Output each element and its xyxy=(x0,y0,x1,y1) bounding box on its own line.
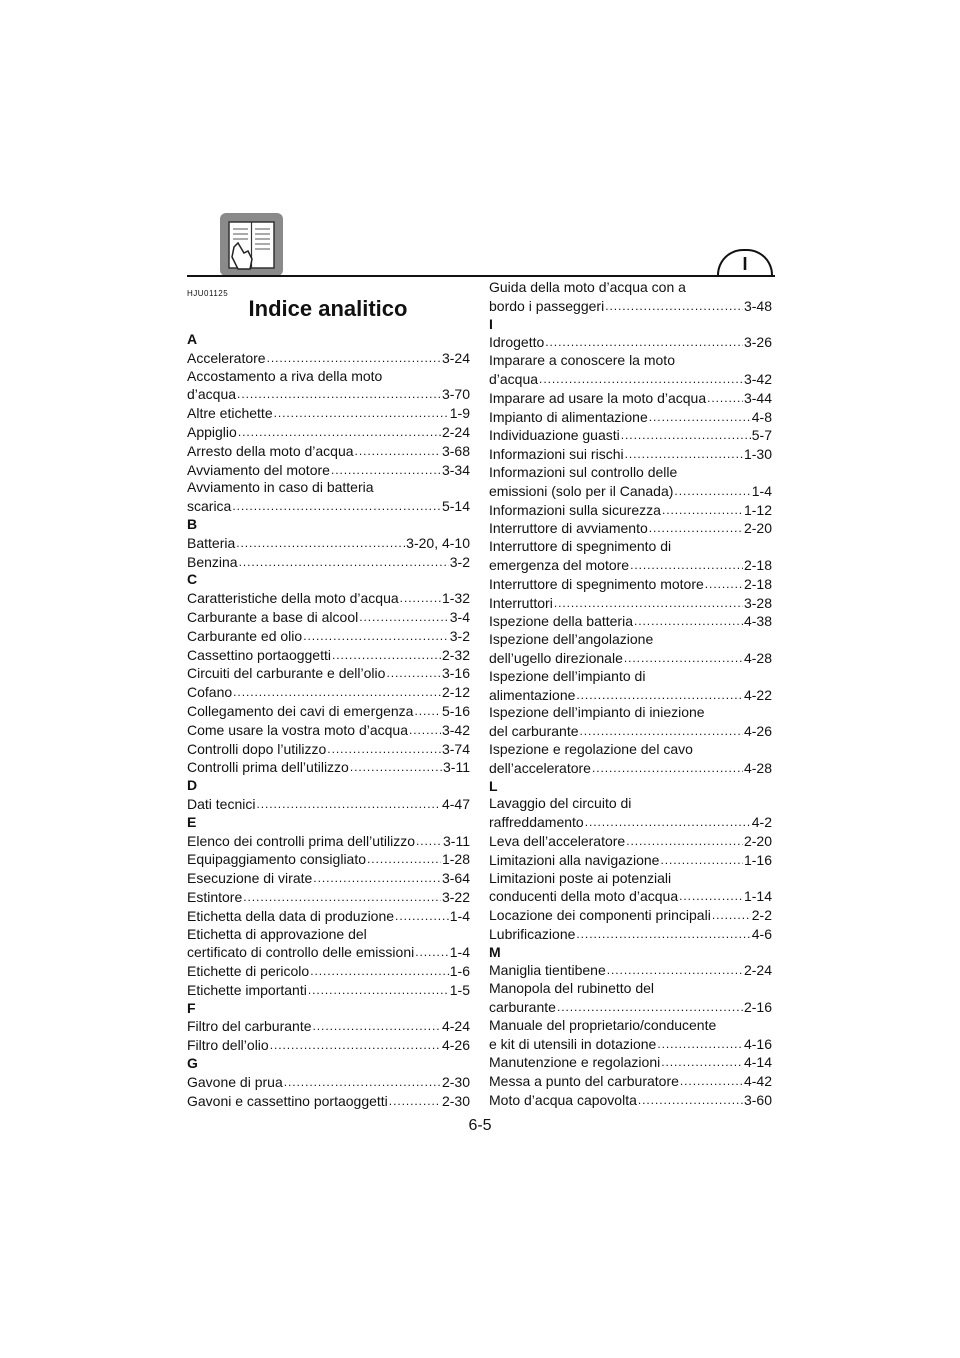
leader-dots xyxy=(624,649,743,668)
index-entry-line: Avviamento in caso di batteria xyxy=(187,479,374,496)
index-page-ref: 1-4 xyxy=(449,944,470,961)
index-page-ref: 4-8 xyxy=(751,408,772,425)
leader-dots xyxy=(243,888,441,907)
index-entry-label: Avviamento del motore xyxy=(187,461,330,478)
index-page-ref: 1-14 xyxy=(743,888,772,905)
index-page-ref: 3-20, 4-10 xyxy=(406,534,470,551)
index-column-right xyxy=(489,279,772,1110)
index-entry-label: Arresto della moto d’acqua xyxy=(187,442,354,459)
leader-dots xyxy=(705,575,743,594)
index-entry-label: Dati tecnici xyxy=(187,795,256,812)
index-letter: E xyxy=(187,813,197,830)
index-entry xyxy=(489,370,772,389)
page-title: Indice analitico xyxy=(248,296,408,321)
index-page-ref: 1-5 xyxy=(449,981,470,998)
index-entry-label: Leva dell’acceleratore xyxy=(489,832,626,849)
index-entry xyxy=(489,1035,772,1054)
leader-dots xyxy=(367,850,441,869)
index-entry xyxy=(187,758,470,777)
index-page-ref: 4-22 xyxy=(743,686,772,703)
leader-dots xyxy=(284,1073,441,1092)
leader-dots xyxy=(680,1072,743,1091)
index-letter: B xyxy=(187,515,198,532)
index-page-ref: 1-30 xyxy=(743,446,772,463)
index-entry xyxy=(187,608,470,627)
index-entry-label: Interruttore di avviamento xyxy=(489,520,648,537)
index-page-ref: 4-47 xyxy=(441,795,470,812)
leader-dots xyxy=(313,869,441,888)
leader-dots xyxy=(332,646,441,665)
index-entry-label: Altre etichette xyxy=(187,405,273,422)
leader-dots xyxy=(414,702,441,721)
index-entry-label: Informazioni sui rischi xyxy=(489,446,624,463)
index-page-ref: 4-26 xyxy=(441,1037,470,1054)
index-entry-label: Impianto di alimentazione xyxy=(489,408,648,425)
index-entry-label: Etichetta della data di produzione xyxy=(187,907,395,924)
index-entry-label: Come usare la vostra moto d’acqua xyxy=(187,721,408,738)
index-entry-label: Imparare ad usare la moto d’acqua xyxy=(489,389,707,406)
leader-dots xyxy=(621,426,751,445)
index-entry-label: Estintore xyxy=(187,888,243,905)
index-page-ref: 2-18 xyxy=(743,556,772,573)
leader-dots xyxy=(634,612,743,631)
index-entry xyxy=(187,664,470,683)
index-page-ref: 1-6 xyxy=(449,963,470,980)
index-entry xyxy=(187,589,470,608)
index-entry xyxy=(187,683,470,702)
index-entry-line: Guida della moto d’acqua con a xyxy=(489,279,686,295)
index-entry-label: Gavoni e cassettino portaoggetti xyxy=(187,1092,388,1109)
index-entry xyxy=(187,646,470,665)
index-page-ref: 1-16 xyxy=(743,851,772,868)
leader-dots xyxy=(350,758,442,777)
index-entry-label: Appiglio xyxy=(187,423,237,440)
index-page-ref: 3-48 xyxy=(743,297,772,314)
index-entry-label: del carburante xyxy=(489,723,579,740)
leader-dots xyxy=(327,740,441,759)
leader-dots xyxy=(707,389,743,408)
index-letter: L xyxy=(489,777,498,794)
index-page-ref: 3-42 xyxy=(743,370,772,387)
leader-dots xyxy=(649,408,751,427)
index-entry-label: alimentazione xyxy=(489,686,576,703)
index-entry-label: Individuazione guasti xyxy=(489,427,620,444)
index-page-ref: 5-16 xyxy=(441,702,470,719)
index-entry xyxy=(187,888,470,907)
index-page-ref: 4-16 xyxy=(743,1035,772,1052)
index-entry-label: Elenco dei controlli prima dell’utilizzo xyxy=(187,832,415,849)
index-letter: C xyxy=(187,571,198,588)
index-page-ref: 1-12 xyxy=(743,501,772,518)
index-page-ref: 3-2 xyxy=(449,627,470,644)
index-entry-label: emergenza del motore xyxy=(489,556,630,573)
index-entry-line: Etichetta di approvazione del xyxy=(187,925,367,942)
index-page-ref: 3-70 xyxy=(441,386,470,403)
index-entry xyxy=(187,1017,470,1036)
index-entry xyxy=(489,925,772,944)
index-page-ref: 3-22 xyxy=(441,888,470,905)
index-entry-label: Cassettino portaoggetti xyxy=(187,646,331,663)
index-entry-label: Carburante a base di alcool xyxy=(187,608,359,625)
leader-dots xyxy=(303,627,449,646)
index-entry xyxy=(187,553,470,572)
index-page-ref: 3-11 xyxy=(443,759,470,776)
leader-dots xyxy=(626,832,743,851)
index-entry xyxy=(489,389,772,408)
leader-dots xyxy=(389,1092,441,1111)
index-entry xyxy=(489,961,772,980)
leader-dots xyxy=(270,1036,441,1055)
leader-dots xyxy=(605,297,743,316)
index-entry xyxy=(489,556,772,575)
leader-dots xyxy=(267,349,441,368)
index-entry-label: Filtro dell’olio xyxy=(187,1037,269,1054)
index-entry-label: Batteria xyxy=(187,534,236,551)
index-entry-label: Caratteristiche della moto d’acqua xyxy=(187,590,399,607)
index-letter: M xyxy=(489,943,501,960)
index-entry xyxy=(187,1073,470,1092)
index-entry-label: scarica xyxy=(187,498,232,515)
index-entry xyxy=(187,795,470,814)
index-page-ref: 3-24 xyxy=(441,349,470,366)
index-entry xyxy=(489,1072,772,1091)
leader-dots xyxy=(607,961,743,980)
page-number: 6-5 xyxy=(468,1117,492,1134)
index-page-ref: 5-14 xyxy=(441,498,470,515)
leader-dots xyxy=(313,1017,441,1036)
index-entry-label: d’acqua xyxy=(489,370,539,387)
index-entry-label: Messa a punto del carburatore xyxy=(489,1073,679,1090)
index-entry-label: Ispezione della batteria xyxy=(489,613,633,630)
index-entry-label: carburante xyxy=(489,999,556,1016)
index-letter: I xyxy=(489,315,493,332)
leader-dots xyxy=(679,887,743,906)
index-entry xyxy=(187,943,470,962)
index-entry xyxy=(187,423,470,442)
index-entry-label: Limitazioni alla navigazione xyxy=(489,851,660,868)
leader-dots xyxy=(416,832,442,851)
leader-dots xyxy=(400,589,441,608)
leader-dots xyxy=(649,519,743,538)
index-entry xyxy=(187,962,470,981)
index-entry-line: Imparare a conoscere la moto xyxy=(489,352,675,369)
index-page-ref: 1-32 xyxy=(441,590,470,607)
index-entry-label: Interruttore di spegnimento motore xyxy=(489,575,704,592)
index-entry xyxy=(489,519,772,538)
index-entry xyxy=(187,385,470,404)
index-entry xyxy=(489,649,772,668)
leader-dots xyxy=(415,943,449,962)
index-entry xyxy=(489,759,772,778)
index-entry xyxy=(187,349,470,368)
leader-dots xyxy=(580,722,743,741)
index-page-ref: 3-42 xyxy=(441,721,470,738)
index-entry xyxy=(489,1091,772,1110)
index-letter: F xyxy=(187,999,196,1016)
leader-dots xyxy=(660,851,743,870)
index-entry xyxy=(489,297,772,316)
index-entry xyxy=(187,907,470,926)
leader-dots xyxy=(256,795,441,814)
index-entry-label: conducenti della moto d’acqua xyxy=(489,888,679,905)
index-page-ref: 2-16 xyxy=(743,999,772,1016)
index-entry xyxy=(489,501,772,520)
index-entry xyxy=(187,404,470,423)
leader-dots xyxy=(395,907,449,926)
index-entry-label: Cofano xyxy=(187,684,233,701)
index-entry xyxy=(489,1053,772,1072)
index-page-ref: 4-28 xyxy=(743,759,772,776)
index-entry xyxy=(187,869,470,888)
leader-dots xyxy=(409,721,441,740)
index-entry-line: Ispezione dell’impianto di xyxy=(489,667,646,684)
leader-dots xyxy=(576,686,743,705)
index-entry xyxy=(187,740,470,759)
index-page-ref: 5-7 xyxy=(751,427,772,444)
index-entry xyxy=(489,813,772,832)
leader-dots xyxy=(359,608,449,627)
document-code: HJU01125 xyxy=(187,289,229,298)
leader-dots xyxy=(236,534,405,553)
index-page-ref: 3-74 xyxy=(441,740,470,757)
index-entry-label: Etichette di pericolo xyxy=(187,963,310,980)
index-entry xyxy=(187,627,470,646)
index-page-ref: 1-4 xyxy=(751,482,772,499)
index-entry-label: Gavone di prua xyxy=(187,1073,283,1090)
index-entry xyxy=(489,445,772,464)
manual-reading-icon xyxy=(220,213,283,276)
index-entry xyxy=(187,721,470,740)
index-entry xyxy=(489,482,772,501)
leader-dots xyxy=(238,423,441,442)
index-entry-label: Circuiti del carburante e dell’olio xyxy=(187,665,386,682)
leader-dots xyxy=(576,925,750,944)
index-page-ref: 2-24 xyxy=(743,962,772,979)
index-entry-line: Ispezione dell’impianto di iniezione xyxy=(489,704,705,721)
index-page-ref: 2-20 xyxy=(743,832,772,849)
index-letter: D xyxy=(187,777,198,794)
index-page-ref: 3-11 xyxy=(443,832,470,849)
leader-dots xyxy=(657,1035,743,1054)
index-entry-label: Benzina xyxy=(187,553,238,570)
index-entry-label: d’acqua xyxy=(187,386,237,403)
index-entry xyxy=(187,497,470,516)
index-entry-line: Accostamento a riva della moto xyxy=(187,367,383,384)
index-entry-line: Informazioni sul controllo delle xyxy=(489,463,678,480)
index-entry-label: Informazioni sulla sicurezza xyxy=(489,501,661,518)
index-page-ref: 2-24 xyxy=(441,423,470,440)
index-page-ref: 3-44 xyxy=(743,389,772,406)
index-page-ref: 4-26 xyxy=(743,723,772,740)
leader-dots xyxy=(662,501,743,520)
index-entry xyxy=(489,575,772,594)
index-entry-line: Limitazioni poste ai potenziali xyxy=(489,869,672,886)
index-page-ref: 4-2 xyxy=(751,814,772,831)
index-entry-label: Equipaggiamento consigliato xyxy=(187,851,367,868)
leader-dots xyxy=(237,385,441,404)
index-entry xyxy=(187,1092,470,1111)
index-column-left xyxy=(187,331,470,1110)
index-letter: A xyxy=(187,331,198,347)
index-entry xyxy=(187,850,470,869)
index-entry-label: Maniglia tientibene xyxy=(489,962,606,979)
leader-dots xyxy=(661,1053,743,1072)
index-entry-label: Esecuzione di virate xyxy=(187,870,313,887)
header-rule xyxy=(187,275,775,277)
index-page-ref: 2-12 xyxy=(441,684,470,701)
index-page-ref: 4-6 xyxy=(751,925,772,942)
index-page-ref: 1-28 xyxy=(441,851,470,868)
index-page-ref: 3-28 xyxy=(743,594,772,611)
index-entry-label: Interruttori xyxy=(489,594,553,611)
index-entry xyxy=(187,461,470,480)
index-entry xyxy=(489,851,772,870)
index-page-ref: 3-34 xyxy=(441,461,470,478)
index-entry-label: Controlli prima dell’utilizzo xyxy=(187,759,349,776)
index-entry-label: Lubrificazione xyxy=(489,925,576,942)
index-entry xyxy=(489,686,772,705)
index-entry-label: raffreddamento xyxy=(489,814,584,831)
leader-dots xyxy=(233,683,441,702)
index-page-ref: 4-24 xyxy=(441,1018,470,1035)
leader-dots xyxy=(308,981,449,1000)
index-page-ref: 2-2 xyxy=(751,907,772,924)
index-page-ref: 3-60 xyxy=(743,1092,772,1109)
index-entry-label: Manutenzione e regolazioni xyxy=(489,1054,661,1071)
leader-dots xyxy=(554,594,743,613)
index-entry-label: Filtro del carburante xyxy=(187,1018,312,1035)
index-entry-label: bordo i passeggeri xyxy=(489,297,605,314)
index-entry xyxy=(489,887,772,906)
index-page-ref: 1-4 xyxy=(449,907,470,924)
index-entry-label: certificato di controllo delle emissioni xyxy=(187,944,415,961)
index-page-ref: 3-64 xyxy=(441,870,470,887)
leader-dots xyxy=(310,962,449,981)
index-page-ref: 2-20 xyxy=(743,520,772,537)
index-page-ref: 3-16 xyxy=(441,665,470,682)
leader-dots xyxy=(355,442,441,461)
index-entry xyxy=(187,702,470,721)
index-entry-label: Collegamento dei cavi di emergenza xyxy=(187,702,414,719)
leader-dots xyxy=(274,404,449,423)
index-entry xyxy=(489,594,772,613)
index-entry xyxy=(489,426,772,445)
leader-dots xyxy=(625,445,743,464)
index-entry-label: e kit di utensili in dotazione xyxy=(489,1035,657,1052)
index-letter: G xyxy=(187,1055,198,1072)
index-page-ref: 4-14 xyxy=(743,1054,772,1071)
index-entry xyxy=(187,534,470,553)
leader-dots xyxy=(386,664,441,683)
index-entry-label: dell’acceleratore xyxy=(489,759,591,776)
index-entry xyxy=(489,722,772,741)
index-entry-line: Ispezione dell’angolazione xyxy=(489,631,654,648)
index-page-ref: 4-38 xyxy=(743,613,772,630)
index-entry-label: Etichette importanti xyxy=(187,981,307,998)
language-badge: I xyxy=(717,249,773,275)
index-entry xyxy=(187,832,470,851)
leader-dots xyxy=(557,998,743,1017)
index-page-ref: 4-28 xyxy=(743,649,772,666)
index-entry-line: Ispezione e regolazione del cavo xyxy=(489,740,693,757)
index-entry-label: Carburante ed olio xyxy=(187,627,303,644)
index-page-ref: 2-30 xyxy=(441,1073,470,1090)
index-entry xyxy=(489,832,772,851)
leader-dots xyxy=(545,333,743,352)
index-entry xyxy=(187,442,470,461)
index-entry xyxy=(489,612,772,631)
leader-dots xyxy=(674,482,750,501)
index-entry-label: Locazione dei componenti principali xyxy=(489,907,711,924)
leader-dots xyxy=(232,497,441,516)
leader-dots xyxy=(712,906,751,925)
leader-dots xyxy=(592,759,743,778)
leader-dots xyxy=(239,553,449,572)
index-entry-label: Moto d’acqua capovolta xyxy=(489,1092,637,1109)
leader-dots xyxy=(638,1091,743,1110)
index-entry-label: Idrogetto xyxy=(489,334,545,351)
index-page-ref: 2-32 xyxy=(441,646,470,663)
index-page-ref: 2-18 xyxy=(743,575,772,592)
leader-dots xyxy=(630,556,743,575)
index-entry-line: Lavaggio del circuito di xyxy=(489,795,632,812)
index-entry-label: dell’ugello direzionale xyxy=(489,649,623,666)
index-entry xyxy=(489,333,772,352)
index-page-ref: 4-42 xyxy=(743,1073,772,1090)
index-entry-label: Acceleratore xyxy=(187,349,266,366)
index-entry xyxy=(489,998,772,1017)
index-entry-line: Interruttore di spegnimento di xyxy=(489,538,672,555)
index-page-ref: 3-68 xyxy=(441,442,470,459)
index-page-ref: 2-30 xyxy=(441,1092,470,1109)
index-entry xyxy=(187,981,470,1000)
index-page-ref: 3-4 xyxy=(449,608,470,625)
leader-dots xyxy=(539,370,743,389)
leader-dots xyxy=(585,813,751,832)
index-entry-line: Manopola del rubinetto del xyxy=(489,980,655,997)
index-page-ref: 3-26 xyxy=(743,334,772,351)
index-page-ref: 3-2 xyxy=(449,553,470,570)
index-page-ref: 1-9 xyxy=(449,405,470,422)
index-entry xyxy=(489,906,772,925)
index-entry-line: Manuale del proprietario/conducente xyxy=(489,1016,717,1033)
index-entry xyxy=(187,1036,470,1055)
leader-dots xyxy=(331,461,441,480)
index-entry-label: emissioni (solo per il Canada) xyxy=(489,482,674,499)
index-entry-label: Controlli dopo l’utilizzo xyxy=(187,740,327,757)
index-entry xyxy=(489,408,772,427)
